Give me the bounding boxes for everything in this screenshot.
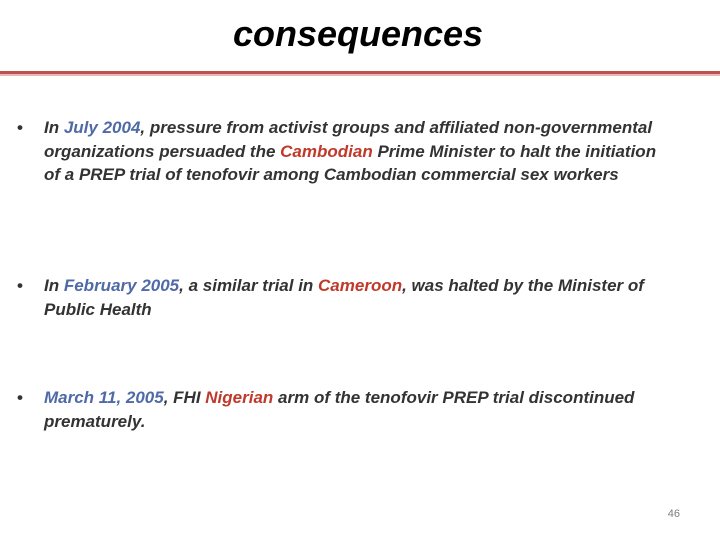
bullet-item-cameroon [17, 274, 664, 321]
bullet-marker: • [17, 388, 23, 407]
bullet-item-cambodia [17, 116, 664, 187]
bullet-date: July 2004 [63, 118, 141, 137]
bullet-place: Cameroon [318, 276, 403, 295]
bullet-text: , FHI [163, 388, 206, 407]
bullet-text: Prime Minister to halt the initiation of a PREP trial of tenofovir among Cambodian commercial sex workers [44, 141, 657, 184]
bullet-text: , a similar trial in [179, 276, 319, 295]
bullet-text: In [44, 118, 64, 137]
bullet-text: , pressure from activist groups and affiliated non-governmental organizations persuaded the [44, 118, 653, 161]
bullet-text: arm of the tenofovir PREP trial discontinued prematurely. [44, 388, 635, 431]
page-number: 46 [667, 508, 680, 520]
bullet-text: In [44, 276, 64, 295]
bullet-marker: • [17, 276, 23, 295]
slide-title: consequences [232, 13, 484, 54]
bullet-date: February 2005 [63, 276, 180, 295]
bullet-place: Nigerian [205, 388, 274, 407]
bullet-place: Cambodian [280, 141, 373, 161]
bullet-item-nigeria [17, 386, 664, 433]
bullet-date: March 11, 2005 [44, 388, 164, 407]
bullet-marker: • [17, 118, 23, 137]
bullet-text: , was halted by the Minister of Public Health [44, 276, 644, 319]
title-divider-shadow [0, 74, 720, 76]
